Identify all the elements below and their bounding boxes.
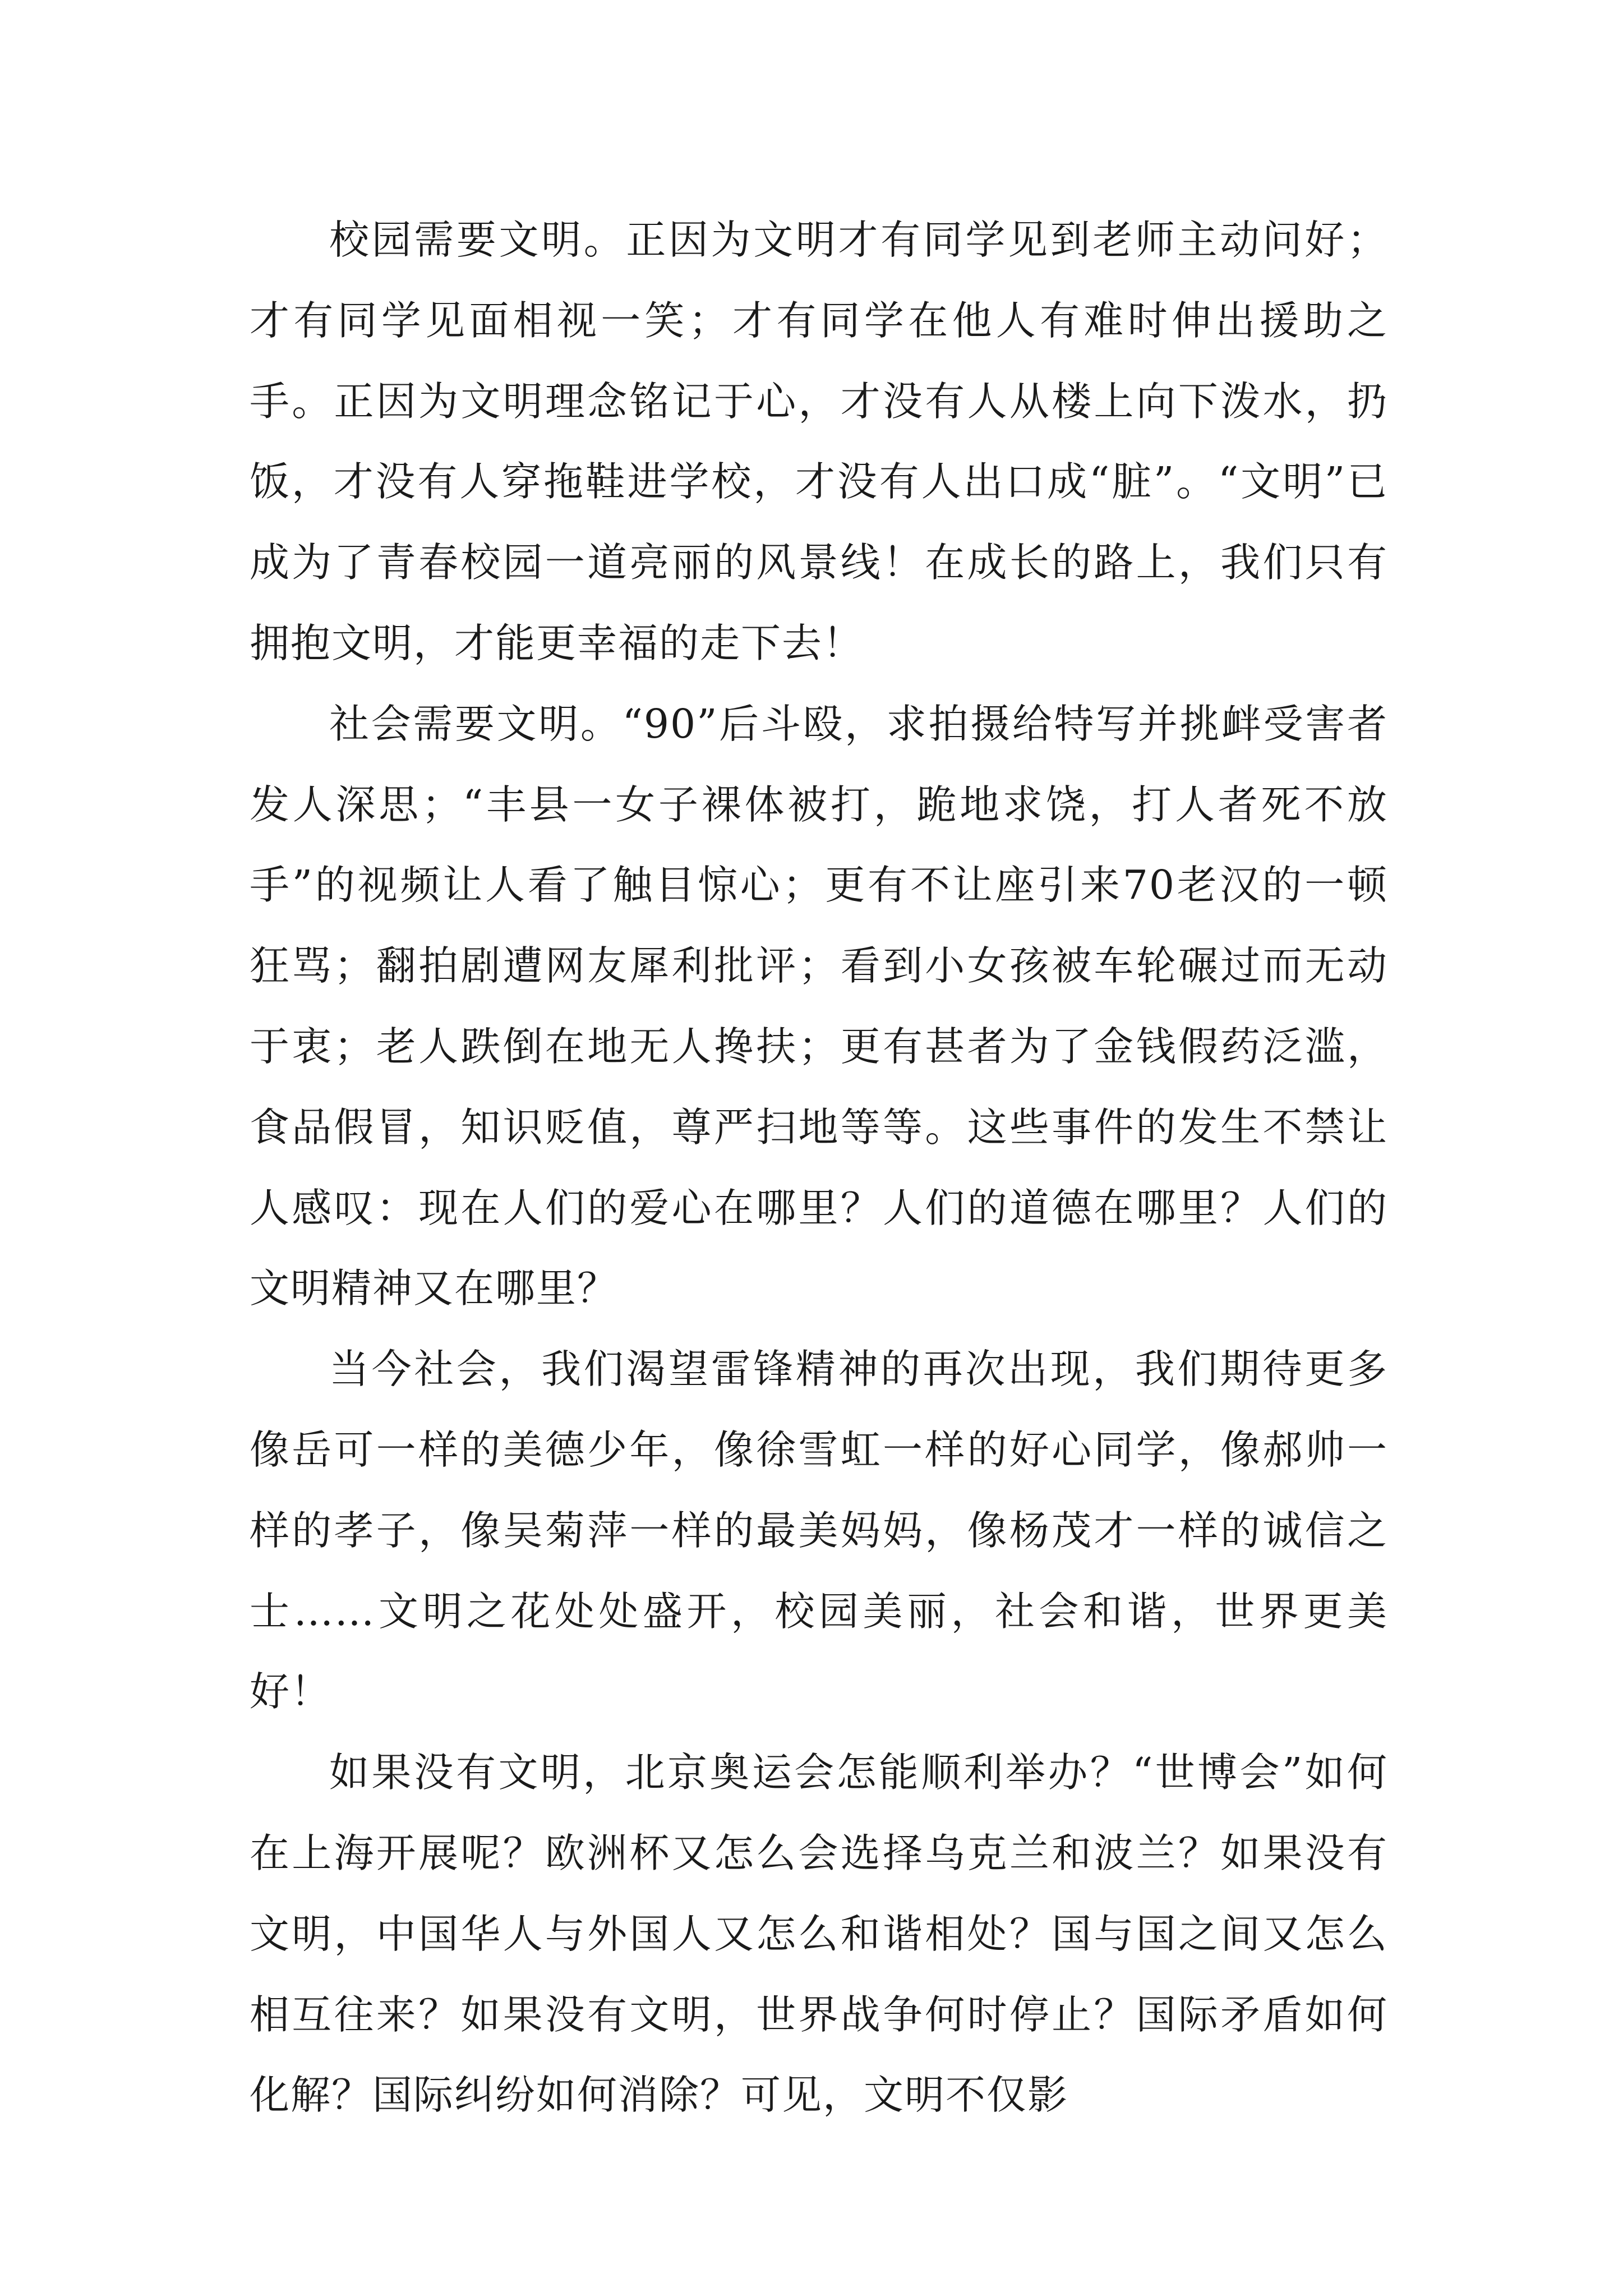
paragraph-campus: 校园需要文明。正因为文明才有同学见到老师主动问好；才有同学见面相视一笑；才有同学在他人有难时伸出援助之手。正因为文明理念铭记于心，才没有人从楼上向下泼水，扔饭，才没有人穿拖鞋进学校，才没有人出口成“脏”。“文明”已成为了青春校园一道亮丽的风景线！在成长的路上，我们只有拥抱文明，才能更幸福的走下去！ [250, 217, 1388, 666]
paragraph-today: 当今社会，我们渴望雷锋精神的再次出现，我们期待更多像岳可一样的美德少年，像徐雪虹一样的好心同学，像郝帅一样的孝子，像吴菊萍一样的最美妈妈，像杨茂才一样的诚信之士……文明之花处处盛开，校园美丽，社会和谐，世界更美好！ [250, 1346, 1388, 1715]
body-text [250, 200, 1388, 2136]
paragraph-society: 社会需要文明。“90”后斗殴，求拍摄给特写并挑衅受害者发人深思；“丰县一女子裸体被打，跪地求饶，打人者死不放手”的视频让人看了触目惊心；更有不让座引来70老汉的一顿狂骂；翻拍剧遭网友犀利批评；看到小女孩被车轮碾过而无动于衷；老人跌倒在地无人搀扶；更有甚者为了金钱假药泛滥，食品假冒，知识贬值，尊严扫地等等。这些事件的发生不禁让人感叹：现在人们的爱心在哪里？人们的道德在哪里？人们的文明精神又在哪里？ [250, 700, 1388, 1312]
paragraph-world: 如果没有文明，北京奥运会怎能顺利举办？“世博会”如何在上海开展呢？欧洲杯又怎么会选择乌克兰和波兰？如果没有文明，中国华人与外国人又怎么和谐相处？国与国之间又怎么相互往来？如果没有文明，世界战争何时停止？国际矛盾如何化解？国际纠纷如何消除？可见，文明不仅影 [250, 1749, 1388, 2119]
